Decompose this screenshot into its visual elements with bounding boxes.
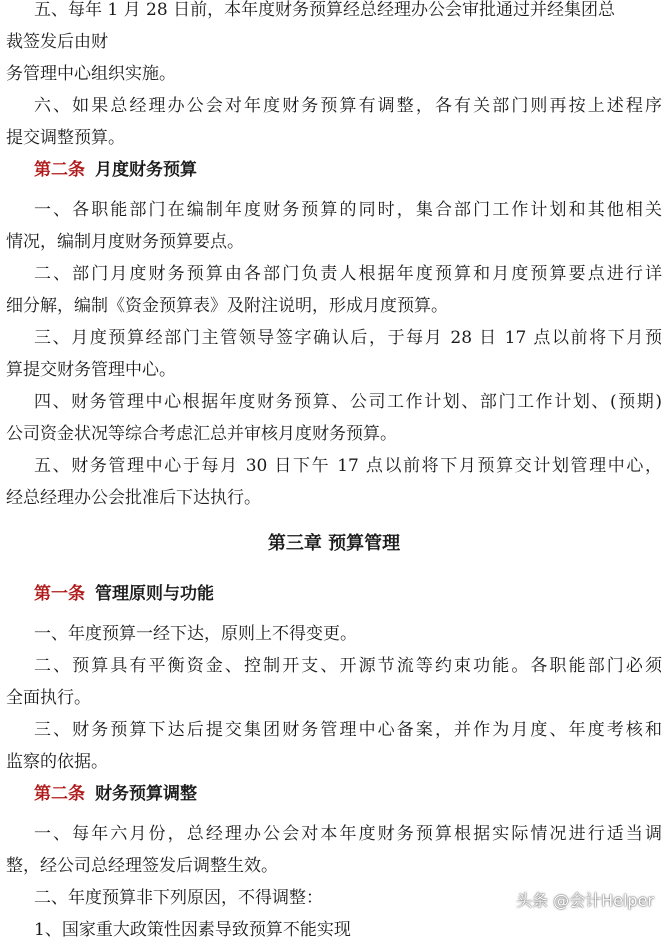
article-heading (34, 158, 197, 182)
paragraph-line: 一、各职能部门在编制年度财务预算的同时，集合部门工作计划和其他相关 (34, 200, 662, 220)
article-title: 财务预算调整 (95, 784, 197, 804)
paragraph-line: 1、国家重大政策性因素导致预算不能实现 (34, 920, 351, 940)
chapter-heading: 第三章 预算管理 (267, 533, 401, 554)
paragraph-line: 五、每年 1 月 28 日前，本年度财务预算经总经理办公会审批通过并经集团总 (34, 0, 616, 20)
paragraph-line: 监察的依据。 (6, 752, 108, 772)
paragraph-line: 情况，编制月度财务预算要点。 (6, 232, 244, 252)
paragraph-line: 全面执行。 (6, 688, 91, 708)
paragraph-line: 三、月度预算经部门主管领导签字确认后，于每月 28 日 17 点以前将下月预 (34, 328, 662, 348)
paragraph-line: 二、部门月度财务预算由各部门负责人根据年度预算和月度预算要点进行详 (34, 264, 662, 284)
paragraph-line: 三、财务预算下达后提交集团财务管理中心备案，并作为月度、年度考核和 (34, 720, 662, 740)
article-number: 第二条 (34, 160, 85, 180)
paragraph-line: 提交调整预算。 (6, 128, 125, 148)
paragraph-line: 算提交财务管理中心。 (6, 360, 176, 380)
paragraph-line: 四、财务管理中心根据年度财务预算、公司工作计划、部门工作计划、(预期) (34, 392, 662, 412)
paragraph-line: 二、预算具有平衡资金、控制开支、开源节流等约束功能。各职能部门必须 (34, 656, 662, 676)
paragraph-line: 一、每年六月份，总经理办公会对本年度财务预算根据实际情况进行适当调 (34, 824, 662, 844)
paragraph-line: 二、年度预算非下列原因，不得调整： (34, 888, 323, 908)
paragraph-line: 五、财务管理中心于每月 30 日下午 17 点以前将下月预算交计划管理中心， (34, 456, 662, 476)
article-heading (34, 582, 214, 606)
article-number: 第一条 (34, 584, 85, 604)
article-heading (34, 782, 197, 806)
article-title: 管理原则与功能 (95, 584, 214, 604)
paragraph-line: 裁签发后由财 (6, 32, 108, 52)
watermark: 头条 @会计Helper (516, 891, 654, 910)
article-title: 月度财务预算 (95, 160, 197, 180)
paragraph-line: 六、如果总经理办公会对年度财务预算有调整，各有关部门则再按上述程序 (34, 96, 662, 116)
paragraph-line: 务管理中心组织实施。 (6, 64, 176, 84)
article-number: 第二条 (34, 784, 85, 804)
paragraph-line: 细分解，编制《资金预算表》及附注说明，形成月度预算。 (6, 296, 448, 316)
paragraph-line: 整，经公司总经理签发后调整生效。 (6, 856, 278, 876)
paragraph-line: 经总经理办公会批准后下达执行。 (6, 488, 261, 508)
paragraph-line: 一、年度预算一经下达，原则上不得变更。 (34, 624, 357, 644)
paragraph-line: 公司资金状况等综合考虑汇总并审核月度财务预算。 (6, 424, 397, 444)
